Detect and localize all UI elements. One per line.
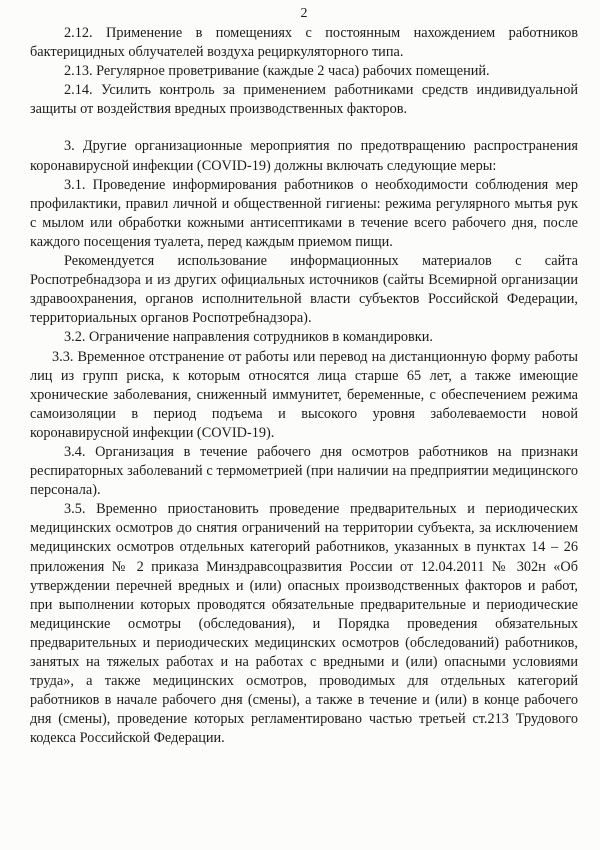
paragraph-2-12: 2.12. Применение в помещениях с постоянным нахождением работников бактерицидных облучателей воздуха рециркуляторного типа. [30,25,578,61]
paragraph-2-14: 2.14. Усилить контроль за применением работниками средств индивидуальной защиты от воздействия вредных производственных факторов. [30,82,578,118]
paragraph-2-13: 2.13. Регулярное проветривание (каждые 2 часа) рабочих помещений. [64,63,490,80]
paragraph-3-2: 3.2. Ограничение направления сотрудников в командировки. [64,329,433,346]
paragraph-3-5: 3.5. Временно приостановить проведение предварительных и периодических медицинских осмотров до снятия ограничений на территории субъекта, за исключением медицинских осмотров отдельных категорий работников, указанных в пунктах 14 – 26 приложения № 2 приказа Минздравсоцразвития России от 12.04.2011 № 302н «Об утверждении перечней вредных и (или) опасных производственных факторов и работ, при выполнении которых проводятся обязательные предварительные и периодические медицинские осмотры (обследования), и Порядка проведения обязательных предварительных и периодических медицинских осмотров (обследований) работников, занятых на тяжелых работах и на работах с вредными и (или) опасными условиями труда», а также медицинских осмотров, проводимых для отдельных категорий работников в начале рабочего дня (смены), а также в течение и (или) в конце рабочего дня (смены), проведение которых регламентировано частью третьей ст.213 Трудового кодекса Российской Федерации. [30,501,578,747]
paragraph-3: 3. Другие организационные мероприятия по предотвращению распространения коронавирусной инфекции (COVID-19) должны включать следующие меры: [30,138,578,174]
paragraph-recommendation: Рекомендуется использование информационных материалов с сайта Роспотребнадзора и из других официальных источников (сайты Всемирной организации здравоохранения, органов исполнительной власти субъектов Российской Федерации, территориальных органов Роспотребнадзора). [30,253,578,327]
page-number: 2 [300,6,308,21]
paragraph-3-1: 3.1. Проведение информирования работников о необходимости соблюдения мер профилактики, правил личной и общественной гигиены: режима регулярного мытья рук с мылом или обработки кожными антисептиками в течение всего рабочего дня, после каждого посещения туалета, перед каждым приемом пищи. [30,176,578,250]
paragraph-3-4: 3.4. Организация в течение рабочего дня осмотров работников на признаки респираторных заболеваний с термометрией (при наличии на предприятии медицинского персонала). [30,443,578,499]
paragraph-3-3: 3.3. Временное отстранение от работы или перевод на дистанционную форму работы лиц из групп риска, к которым относятся лица старше 65 лет, а также имеющие хронические заболевания, сниженный иммунитет, беременные, с обеспечением режима самоизоляции в период подъема и высокого уровня заболеваемости новой коронавирусной инфекции (COVID-19). [30,348,578,441]
